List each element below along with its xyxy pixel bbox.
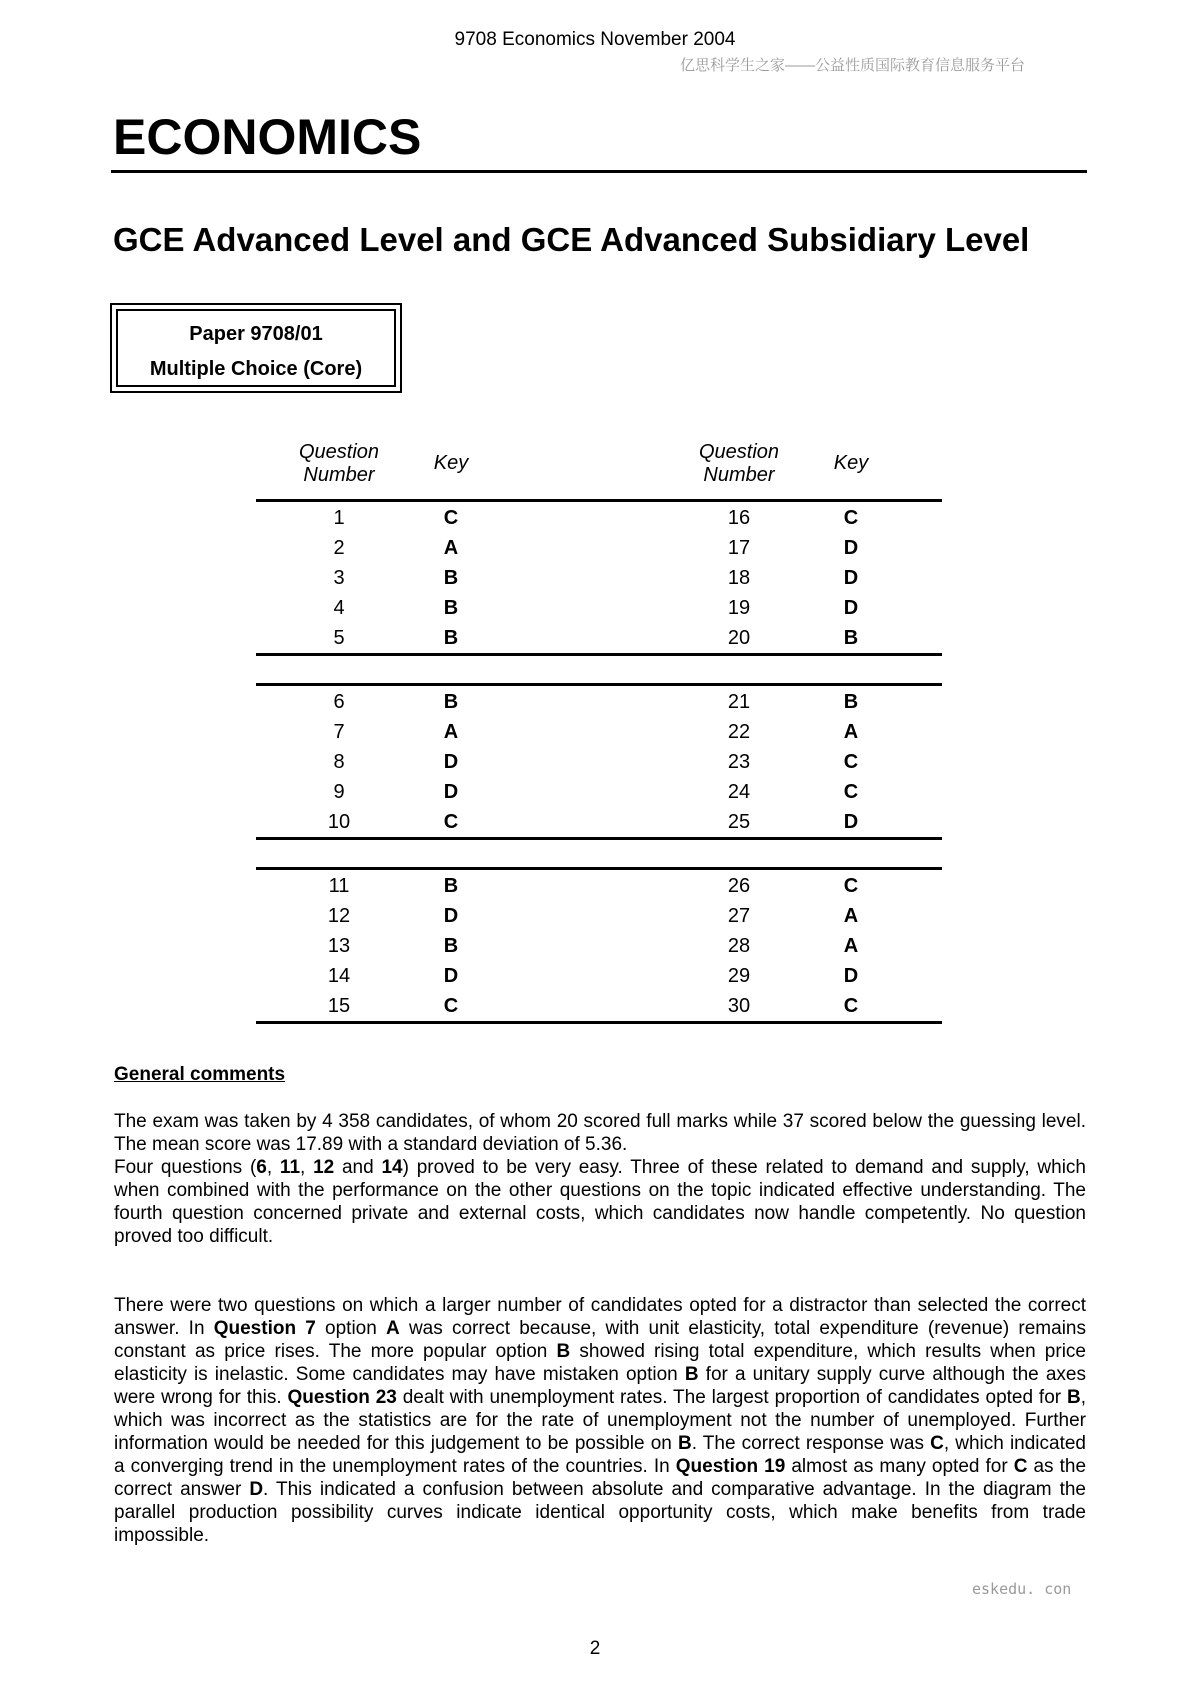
answer-key-row bbox=[256, 623, 942, 653]
header-text: Number bbox=[703, 464, 775, 486]
emphasis-text: Question 23 bbox=[287, 1387, 397, 1408]
question-number: 19 bbox=[727, 597, 751, 619]
header-watermark: 亿思科学生之家——公益性质国际教育信息服务平台 bbox=[680, 57, 1026, 74]
question-number: 7 bbox=[333, 721, 345, 743]
answer-key: C bbox=[443, 507, 459, 529]
emphasis-text: D bbox=[249, 1479, 264, 1500]
question-number: 20 bbox=[727, 627, 751, 649]
answer-key: D bbox=[843, 567, 859, 589]
answer-key: A bbox=[443, 537, 459, 559]
comments-paragraph bbox=[114, 1156, 1086, 1248]
level-title: GCE Advanced Level and GCE Advanced Subsidiary Level bbox=[113, 221, 1030, 258]
question-number: 25 bbox=[727, 811, 751, 833]
paragraph-text: for a unitary supply curve although the axes were wrong for this. bbox=[114, 1364, 1086, 1408]
question-number: 18 bbox=[727, 567, 751, 589]
emphasis-text: B bbox=[556, 1341, 571, 1362]
page-number: 2 bbox=[589, 1638, 601, 1659]
paper-title: Multiple Choice (Core) bbox=[149, 358, 363, 380]
answer-key: A bbox=[843, 935, 859, 957]
emphasis-text: C bbox=[930, 1433, 944, 1454]
question-number: 16 bbox=[727, 507, 751, 529]
paragraph-text: , bbox=[300, 1157, 314, 1178]
answer-key: B bbox=[843, 691, 859, 713]
answer-key: B bbox=[443, 935, 459, 957]
paragraph-text: . This indicated a confusion between absolute and comparative advantage. In the diagram the parallel production possibility curves indicate identical opportunity costs, which make benefits from trade impossible. bbox=[114, 1479, 1086, 1546]
emphasis-text: 12 bbox=[313, 1157, 335, 1178]
comments-paragraph bbox=[114, 1294, 1086, 1547]
answer-key: D bbox=[443, 905, 459, 927]
group-separator bbox=[256, 840, 942, 870]
emphasis-text: B bbox=[684, 1364, 699, 1385]
subject-rule bbox=[111, 170, 1087, 173]
question-number: 11 bbox=[328, 875, 350, 897]
question-number: 24 bbox=[727, 781, 751, 803]
answer-key: A bbox=[843, 905, 859, 927]
answer-key-row bbox=[256, 687, 942, 717]
footer-watermark: eskedu. con bbox=[972, 1580, 1072, 1598]
paragraph-text: dealt with unemployment rates. The largest proportion of candidates opted for bbox=[396, 1387, 1067, 1408]
paragraph-text: as the correct answer bbox=[114, 1456, 1087, 1500]
question-number: 22 bbox=[727, 721, 751, 743]
paper-box-inner bbox=[116, 309, 396, 387]
header-text: Number bbox=[303, 464, 375, 486]
question-number: 28 bbox=[727, 935, 751, 957]
paragraph-text: showed rising total expenditure, which results when price elasticity is inelastic. Some candidates may have mistaken option bbox=[114, 1341, 1086, 1385]
answer-key: D bbox=[843, 537, 859, 559]
header-text: Question bbox=[698, 441, 780, 463]
paragraph-text: , which was incorrect as the statistics are for the rate of unemployment not the number of unemployed. Further information would be needed for this judgement to be possible on bbox=[114, 1387, 1087, 1454]
comments-heading: General comments bbox=[114, 1064, 286, 1085]
page-header-title: 9708 Economics November 2004 bbox=[454, 29, 736, 50]
emphasis-text: 11 bbox=[279, 1157, 301, 1178]
answer-key: C bbox=[843, 751, 859, 773]
emphasis-text: 6 bbox=[256, 1157, 267, 1178]
answer-key: A bbox=[443, 721, 459, 743]
question-number: 8 bbox=[333, 751, 345, 773]
question-number: 14 bbox=[327, 965, 351, 987]
group-separator bbox=[256, 656, 942, 686]
question-number: 3 bbox=[333, 567, 345, 589]
emphasis-text: Question 7 bbox=[213, 1318, 316, 1339]
question-number: 2 bbox=[333, 537, 345, 559]
answer-key-row bbox=[256, 563, 942, 593]
question-number-header bbox=[679, 441, 799, 487]
question-number: 13 bbox=[327, 935, 351, 957]
answer-key: D bbox=[443, 965, 459, 987]
answer-key: C bbox=[843, 995, 859, 1017]
paragraph-text: almost as many opted for bbox=[785, 1456, 1014, 1477]
answer-key-group bbox=[256, 687, 942, 840]
answer-key: D bbox=[843, 597, 859, 619]
paragraph-text: , which indicated a converging trend in the unemployment rates of the countries. In bbox=[114, 1433, 1086, 1477]
paragraph-text: Four questions ( bbox=[114, 1157, 257, 1178]
answer-key-row bbox=[256, 807, 942, 837]
emphasis-text: C bbox=[1013, 1456, 1028, 1477]
answer-key: B bbox=[443, 567, 459, 589]
subject-title: ECONOMICS bbox=[113, 109, 422, 165]
question-number: 12 bbox=[327, 905, 351, 927]
question-number: 4 bbox=[333, 597, 345, 619]
key-header: Key bbox=[833, 452, 869, 474]
answer-key-row bbox=[256, 503, 942, 533]
answer-key-row bbox=[256, 593, 942, 623]
question-number: 21 bbox=[727, 691, 751, 713]
answer-key-row bbox=[256, 991, 942, 1021]
emphasis-text: Question 19 bbox=[675, 1456, 786, 1477]
paragraph-text: and bbox=[334, 1157, 382, 1178]
question-number: 9 bbox=[333, 781, 345, 803]
paragraph-text: . The correct response was bbox=[691, 1433, 931, 1454]
emphasis-text: B bbox=[677, 1433, 692, 1454]
paper-box bbox=[110, 303, 402, 393]
answer-key: C bbox=[443, 995, 459, 1017]
paragraph-text: There were two questions on which a larger number of candidates opted for a distractor than selected the correct answer. In bbox=[114, 1295, 1086, 1339]
question-number: 17 bbox=[727, 537, 751, 559]
paragraph-text: The exam was taken by 4 358 candidates, of whom 20 scored full marks while 37 scored below the guessing level. The mean score was 17.89 with a standard deviation of 5.36. bbox=[114, 1111, 1086, 1155]
answer-key: C bbox=[843, 507, 859, 529]
answer-key-group bbox=[256, 871, 942, 1024]
answer-key: C bbox=[843, 781, 859, 803]
answer-key-row bbox=[256, 871, 942, 901]
question-number: 27 bbox=[727, 905, 751, 927]
key-header: Key bbox=[433, 452, 469, 474]
paper-code: Paper 9708/01 bbox=[189, 323, 323, 345]
answer-key-row bbox=[256, 931, 942, 961]
answer-key: B bbox=[443, 597, 459, 619]
question-number: 10 bbox=[327, 811, 351, 833]
emphasis-text: 14 bbox=[381, 1157, 403, 1178]
question-number-header bbox=[279, 441, 399, 487]
answer-key: D bbox=[443, 781, 459, 803]
answer-key-table bbox=[256, 436, 942, 1024]
question-number: 1 bbox=[333, 507, 345, 529]
question-number: 15 bbox=[327, 995, 351, 1017]
answer-key: B bbox=[443, 875, 459, 897]
answer-key-group bbox=[256, 503, 942, 656]
answer-key-header bbox=[256, 436, 942, 502]
paragraph-text: option bbox=[315, 1318, 387, 1339]
paragraph-text: , bbox=[266, 1157, 280, 1178]
answer-key-row bbox=[256, 777, 942, 807]
emphasis-text: B bbox=[1067, 1387, 1081, 1408]
answer-key: D bbox=[843, 965, 859, 987]
question-number: 26 bbox=[727, 875, 751, 897]
answer-key: B bbox=[443, 691, 459, 713]
answer-key-body bbox=[256, 503, 942, 1024]
comments-paragraph bbox=[114, 1110, 1086, 1156]
answer-key-row bbox=[256, 901, 942, 931]
answer-key: C bbox=[843, 875, 859, 897]
answer-key: B bbox=[843, 627, 859, 649]
answer-key: D bbox=[843, 811, 859, 833]
answer-key: C bbox=[443, 811, 459, 833]
answer-key-row bbox=[256, 747, 942, 777]
question-number: 6 bbox=[333, 691, 345, 713]
question-number: 30 bbox=[727, 995, 751, 1017]
paragraph-text: was correct because, with unit elasticity, total expenditure (revenue) remains constant as price rises. The more popular option bbox=[114, 1318, 1086, 1362]
emphasis-text: A bbox=[386, 1318, 400, 1339]
answer-key: B bbox=[443, 627, 459, 649]
answer-key-row bbox=[256, 961, 942, 991]
header-text: Question bbox=[298, 441, 380, 463]
paragraph-text: ) proved to be very easy. Three of these related to demand and supply, which when combined with the performance on the other questions on the topic indicated effective understanding. The fourth question concerned private and external costs, which candidates now handle competently. No question proved too difficult. bbox=[114, 1157, 1086, 1247]
question-number: 23 bbox=[727, 751, 751, 773]
question-number: 29 bbox=[727, 965, 751, 987]
answer-key-row bbox=[256, 717, 942, 747]
answer-key: A bbox=[843, 721, 859, 743]
answer-key-row bbox=[256, 533, 942, 563]
question-number: 5 bbox=[333, 627, 345, 649]
answer-key: D bbox=[443, 751, 459, 773]
